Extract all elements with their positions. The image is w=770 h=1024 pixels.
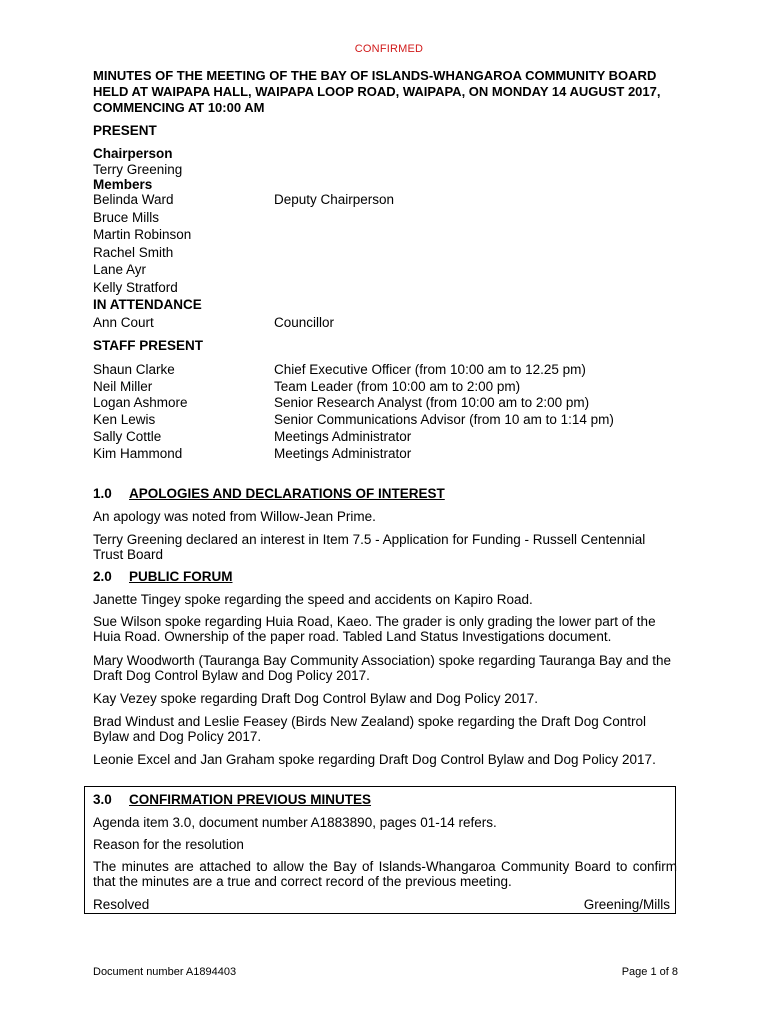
paragraph: Kay Vezey spoke regarding Draft Dog Control Bylaw and Dog Policy 2017.: [93, 691, 538, 706]
section-number: 2.0: [93, 569, 112, 584]
section-number: 3.0: [93, 792, 112, 807]
chairperson-label: Chairperson: [93, 146, 173, 161]
staff-role: Senior Research Analyst (from 10:00 am to 2:00 pm): [274, 395, 590, 410]
staff-name: Logan Ashmore: [93, 395, 188, 410]
staff-name: Shaun Clarke: [93, 362, 175, 377]
paragraph: Brad Windust and Leslie Feasey (Birds New Zealand) spoke regarding the Draft Dog Control Bylaw and Dog Policy 2017.: [93, 714, 647, 744]
minutes-title: MINUTES OF THE MEETING OF THE BAY OF ISLANDS-WHANGAROA COMMUNITY BOARD HELD AT WAIPAPA HALL, WAIPAPA LOOP ROAD, WAIPAPA, ON MONDAY 14 AUGUST 2017, COMMENCING AT 10:00 AM: [93, 68, 661, 115]
section-heading-public-forum: [93, 569, 233, 584]
staff-role: Meetings Administrator: [274, 429, 412, 444]
paragraph: Terry Greening declared an interest in Item 7.5 - Application for Funding - Russell Centennial Trust Board: [93, 532, 646, 562]
paragraph: Mary Woodworth (Tauranga Bay Community Association) spoke regarding Tauranga Bay and the Draft Dog Control Bylaw and Dog Policy 2017.: [93, 653, 672, 683]
member-role: Deputy Chairperson: [274, 192, 395, 207]
staff-role: Meetings Administrator: [274, 446, 412, 461]
confirmed-stamp: CONFIRMED: [354, 43, 424, 55]
attendee-name: Ann Court: [93, 315, 154, 330]
agenda-reference: Agenda item 3.0, document number A1883890, pages 01-14 refers.: [93, 815, 497, 830]
staff-present-heading: STAFF PRESENT: [93, 338, 204, 353]
document-number: Document number A1894403: [93, 966, 237, 978]
staff-name: Sally Cottle: [93, 429, 162, 444]
paragraph: Leonie Excel and Jan Graham spoke regarding Draft Dog Control Bylaw and Dog Policy 2017.: [93, 752, 656, 767]
paragraph: Sue Wilson spoke regarding Huia Road, Kaeo. The grader is only grading the lower part of the Huia Road. Ownership of the paper road. Tabled Land Status Investigations document.: [93, 614, 656, 644]
document-page: [93, 0, 685, 1024]
paragraph: An apology was noted from Willow-Jean Prime.: [93, 509, 376, 524]
staff-role: Senior Communications Advisor (from 10 am to 1:14 pm): [274, 412, 614, 427]
staff-name: Neil Miller: [93, 379, 153, 394]
member-name: Rachel Smith: [93, 245, 174, 260]
member-name: Bruce Mills: [93, 210, 160, 225]
movers: Greening/Mills: [583, 897, 670, 912]
present-heading: PRESENT: [93, 123, 157, 138]
section-heading-confirmation: [93, 792, 371, 807]
reason-label: Reason for the resolution: [93, 837, 244, 852]
staff-name: Kim Hammond: [93, 446, 183, 461]
chairperson-name: Terry Greening: [93, 162, 183, 177]
section-heading-apologies: [93, 486, 445, 501]
staff-name: Ken Lewis: [93, 412, 156, 427]
section-number: 1.0: [93, 486, 112, 501]
resolution-body: The minutes are attached to allow the Bay of Islands-Whangaroa Community Board to confirm that the minutes are a true and correct record of the previous meeting.: [93, 859, 677, 889]
section-title: PUBLIC FORUM: [129, 569, 233, 584]
member-name: Lane Ayr: [93, 262, 147, 277]
members-label: Members: [93, 177, 153, 192]
attendee-role: Councillor: [274, 315, 335, 330]
in-attendance-heading: IN ATTENDANCE: [93, 297, 202, 312]
section-title: CONFIRMATION PREVIOUS MINUTES: [129, 792, 372, 807]
section-title: APOLOGIES AND DECLARATIONS OF INTEREST: [129, 486, 445, 501]
staff-role: Chief Executive Officer (from 10:00 am to 12.25 pm): [274, 362, 586, 377]
member-name: Belinda Ward: [93, 192, 174, 207]
member-name: Kelly Stratford: [93, 280, 178, 295]
resolved-label: Resolved: [93, 897, 150, 912]
page-number: Page 1 of 8: [621, 966, 678, 978]
staff-role: Team Leader (from 10:00 am to 2:00 pm): [274, 379, 521, 394]
member-name: Martin Robinson: [93, 227, 192, 242]
paragraph: Janette Tingey spoke regarding the speed and accidents on Kapiro Road.: [93, 592, 533, 607]
